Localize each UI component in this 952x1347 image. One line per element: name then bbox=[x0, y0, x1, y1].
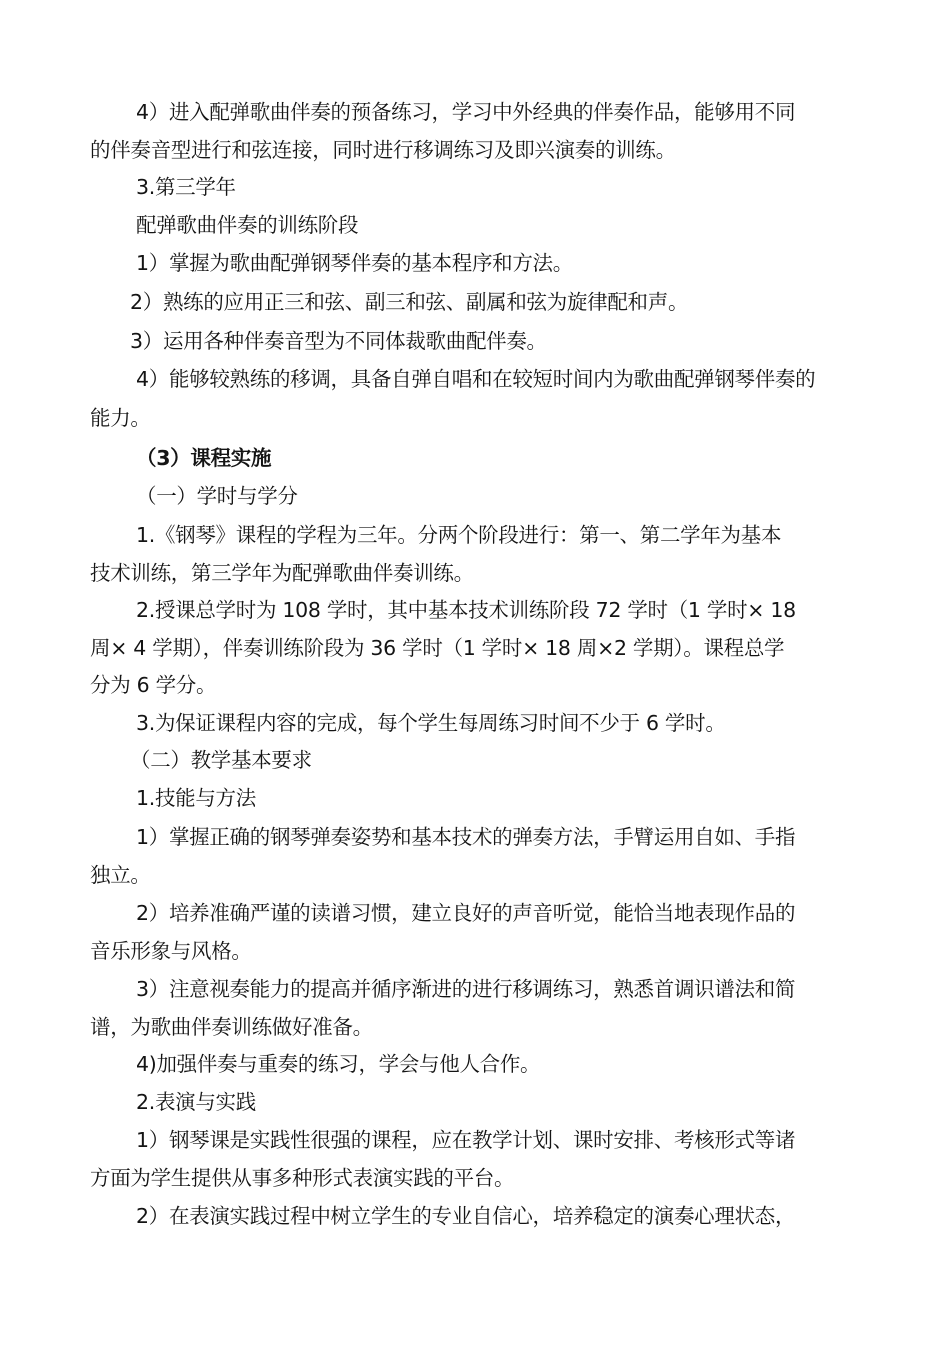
paragraph-line: 1.《钢琴》课程的学程为三年。分两个阶段进行：第一、第二学年为基本 bbox=[136, 523, 782, 547]
paragraph-line: 3.为保证课程内容的完成，每个学生每周练习时间不少于 6 学时。 bbox=[136, 711, 726, 735]
paragraph-line: 谱，为歌曲伴奏训练做好准备。 bbox=[90, 1015, 373, 1039]
paragraph-line: 1）掌握为歌曲配弹钢琴伴奏的基本程序和方法。 bbox=[136, 251, 573, 275]
paragraph-line: 的伴奏音型进行和弦连接，同时进行移调练习及即兴演奏的训练。 bbox=[90, 138, 676, 162]
paragraph-line: 配弹歌曲伴奏的训练阶段 bbox=[136, 213, 359, 237]
section-heading: （3）课程实施 bbox=[136, 446, 272, 470]
paragraph-line: 3）注意视奏能力的提高并循序渐进的进行移调练习，熟悉首调识谱法和简 bbox=[136, 977, 796, 1001]
paragraph-line: 技术训练，第三学年为配弹歌曲伴奏训练。 bbox=[90, 561, 474, 585]
subsection-heading: （二）教学基本要求 bbox=[130, 748, 312, 772]
paragraph-line: 4）进入配弹歌曲伴奏的预备练习，学习中外经典的伴奏作品，能够用不同 bbox=[136, 100, 796, 124]
paragraph-line: 方面为学生提供从事多种形式表演实践的平台。 bbox=[90, 1166, 515, 1190]
paragraph-line: 独立。 bbox=[90, 863, 151, 887]
paragraph-line: 周× 4 学期），伴奏训练阶段为 36 学时（1 学时× 18 周×2 学期）。课程总学 bbox=[90, 636, 785, 660]
paragraph-line: 2）培养准确严谨的读谱习惯，建立良好的声音听觉，能恰当地表现作品的 bbox=[136, 901, 796, 925]
paragraph-line: 2）在表演实践过程中树立学生的专业自信心，培养稳定的演奏心理状态， bbox=[136, 1204, 796, 1228]
paragraph-line: 音乐形象与风格。 bbox=[90, 939, 252, 963]
paragraph-line: 1）掌握正确的钢琴弹奏姿势和基本技术的弹奏方法，手臂运用自如、手指 bbox=[136, 825, 796, 849]
paragraph-line: 3）运用各种伴奏音型为不同体裁歌曲配伴奏。 bbox=[130, 329, 547, 353]
paragraph-line: 1.技能与方法 bbox=[136, 786, 256, 810]
subsection-heading: （一）学时与学分 bbox=[136, 484, 298, 508]
paragraph-line: 1）钢琴课是实践性很强的课程，应在教学计划、课时安排、考核形式等诸 bbox=[136, 1128, 796, 1152]
paragraph-line: 能力。 bbox=[90, 406, 151, 430]
paragraph-line: 4）能够较熟练的移调，具备自弹自唱和在较短时间内为歌曲配弹钢琴伴奏的 bbox=[136, 367, 816, 391]
paragraph-line: 2.表演与实践 bbox=[136, 1090, 256, 1114]
paragraph-line: 分为 6 学分。 bbox=[90, 673, 217, 697]
paragraph-line: 3.第三学年 bbox=[136, 175, 236, 199]
paragraph-line: 2.授课总学时为 108 学时，其中基本技术训练阶段 72 学时（1 学时× 18 bbox=[136, 598, 796, 622]
paragraph-line: 4)加强伴奏与重奏的练习，学会与他人合作。 bbox=[136, 1052, 541, 1076]
paragraph-line: 2）熟练的应用正三和弦、副三和弦、副属和弦为旋律配和声。 bbox=[130, 290, 689, 314]
